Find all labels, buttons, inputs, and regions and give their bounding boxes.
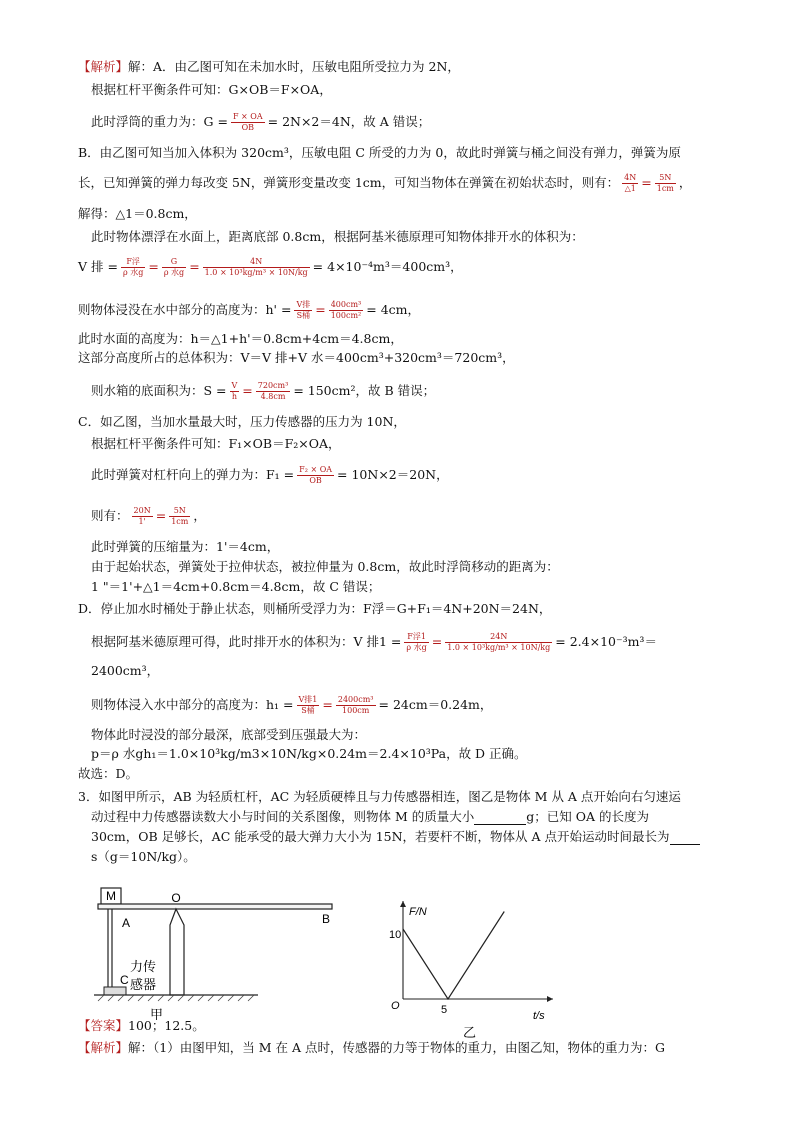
final-analysis-line: 【解析】解：（1）由图甲知，当 M 在 A 点时，传感器的力等于物体的重力，由图乙知，物体的重力为：G	[78, 1040, 665, 1055]
origin-label: O	[391, 1000, 400, 1012]
sensor-label-2: 感器	[130, 977, 157, 992]
label-o: O	[171, 891, 181, 905]
sol-line-25: p＝ρ 水gh₁＝1.0×10³kg/m3×10N/kg×0.24m＝2.4×10³Pa，故 D 正确。	[91, 746, 527, 761]
answer-tag: 【答案】	[78, 1018, 129, 1033]
sol-line-7: 此时物体漂浮在水面上，距离底部 0.8cm，根据阿基米德原理可知物体排开水的体积为：	[91, 229, 584, 244]
caption-jia: 甲	[150, 1007, 164, 1020]
sol-line-26: 故选：D。	[78, 766, 139, 781]
q3-line-2: 动过程中力传感器读数大小与时间的关系图像，则物体 M 的质量大小 g；已知 OA 的长度为	[91, 809, 649, 824]
x-axis-label: t/s	[533, 1010, 545, 1022]
ground-hatch	[98, 995, 254, 1001]
sol-line-24: 物体此时浸没的部分最深，底部受到压强最大为：	[91, 727, 367, 742]
analysis-tag: 【解析】	[78, 59, 129, 74]
sol-line-18: 由于起始状态，弹簧处于拉伸状态，被拉伸量为 0.8cm，故此时浮筒移动的距离为：	[91, 559, 559, 574]
label-m: M	[106, 889, 116, 903]
sol-line-14: 根据杠杆平衡条件可知：F₁×OB＝F₂×OA，	[91, 436, 341, 451]
x-tick-label: 5	[441, 1004, 448, 1016]
q3-line-3: 30cm，OB 足够长，AC 能承受的最大弹力大小为 15N，若要杆不断，物体从 A 点开始运动时间最长为	[91, 829, 700, 845]
sol-line-3: 此时浮筒的重力为：G = $\frac{F \times OA}{OB}$ = 2N×2＝4N，故 A 错误；	[91, 112, 431, 132]
sol-line-5: 长，已知弹簧的弹力每改变 5N，弹簧形变量改变 1cm，可知当物体在弹簧在初始状态时，则有： $\frac{4N}{\triangle 1}$ = $\frac{5N}{1cm}$ ，	[78, 173, 692, 193]
sol-line-15: 此时弹簧对杠杆向上的弹力为：F₁ = $\frac{\text{F₂ × OA}}{OB}$ = 10N×2＝20N，	[91, 465, 449, 485]
answer-blank-2[interactable]	[670, 832, 700, 845]
sol-line-2: 根据杠杆平衡条件可知：G×OB＝F×OA，	[91, 82, 332, 97]
sol-line-4: B．由乙图可知当加入体积为 320cm³，压敏电阻 C 所受的力为 0，故此时弹簧与桶之间没有弹力，弹簧为原	[78, 145, 681, 160]
answer-line: 【答案】100；12.5。	[78, 1018, 205, 1033]
sol-line-22: 2400cm³，	[91, 663, 160, 678]
y-axis-arrow	[400, 901, 406, 907]
caption-yi: 乙	[463, 1025, 477, 1040]
label-b: B	[322, 912, 331, 926]
analysis-tag-2: 【解析】	[78, 1040, 129, 1055]
label-c: C	[120, 973, 129, 987]
sol-line-9: 则物体浸没在水中部分的高度为：h' = $\frac{\text{V排}}{\text{S桶}}$ = $\frac{\text{400cm³}}{\text{100cm²}}$ = 4cm，	[78, 300, 421, 320]
figure-yi	[385, 895, 565, 1045]
sol-line-11: 这部分高度所占的总体积为：V＝V 排+V 水＝400cm³+320cm³＝720cm³，	[78, 350, 515, 365]
lever-ab	[98, 904, 332, 909]
sol-line-12: 则水箱的底面积为：S = $\frac{V}{h}$ = $\frac{\text{720cm³}}{4.8cm}$ = 150cm²，故 B 错误；	[91, 381, 436, 401]
answer-blank-1[interactable]	[474, 812, 526, 825]
label-a: A	[122, 916, 131, 930]
y-tick-label: 10	[389, 929, 402, 941]
sol-line-23: 则物体浸入水中部分的高度为：h₁ = $\frac{\text{V排1}}{\text{S桶}}$ = $\frac{\text{2400cm³}}{100cm}$ = 24cm＝0.24m，	[91, 695, 493, 715]
sol-line-20: D．停止加水时桶处于静止状态，则桶所受浮力为：F浮＝G+F₁＝4N+20N＝24N，	[78, 601, 552, 616]
sol-line-13: C．如乙图，当加水量最大时，压力传感器的压力为 10N，	[78, 414, 406, 429]
x-axis-arrow	[547, 996, 553, 1002]
y-axis-label: F/N	[409, 906, 427, 918]
force-sensor	[104, 987, 126, 995]
sol-line-17: 此时弹簧的压缩量为：1'＝4cm，	[91, 539, 280, 554]
sol-line-16: 则有： $\frac{20N}{1'}$ = $\frac{5N}{1cm}$ ，	[91, 506, 206, 526]
force-time-line	[403, 912, 504, 1000]
sensor-label-1: 力传	[130, 959, 157, 974]
figure-jia	[90, 885, 350, 1020]
q3-line-1: 3．如图甲所示，AB 为轻质杠杆，AC 为轻质硬棒且与力传感器相连，图乙是物体 M 从 A 点开始向右匀速运	[78, 789, 681, 804]
sol-line-1: 【解析】解：A．由乙图可知在未加水时，压敏电阻所受拉力为 2N，	[78, 59, 460, 74]
sol-line-21: 根据阿基米德原理可得，此时排开水的体积为：V 排1 = $\frac{\text{F浮1}}{\text{ρ 水g}}$ = $\frac{24N}{\text{1.0 × 10³kg/m³ × 10N/kg}}$ = 2.4×10⁻³m³＝	[91, 632, 657, 652]
sol-line-19: 1 "＝1'+△1＝4cm+0.8cm＝4.8cm，故 C 错误；	[91, 579, 381, 594]
sol-line-6: 解得：△1＝0.8cm，	[78, 206, 197, 221]
fulcrum-support	[170, 909, 184, 995]
sol-line-10: 此时水面的高度为：h＝△1+h'＝0.8cm+4cm＝4.8cm，	[78, 331, 403, 346]
sol-line-8: V 排 = $\frac{\text{F浮}}{\text{ρ 水g}}$ = $\frac{G}{\text{ρ 水g}}$ = $\frac{4N}{\text{1.0 × 10³kg/m³ × 10N/kg}}$ = 4×10⁻⁴m³＝400cm³，	[78, 257, 463, 277]
q3-line-4: s（g＝10N/kg）。	[91, 849, 196, 864]
